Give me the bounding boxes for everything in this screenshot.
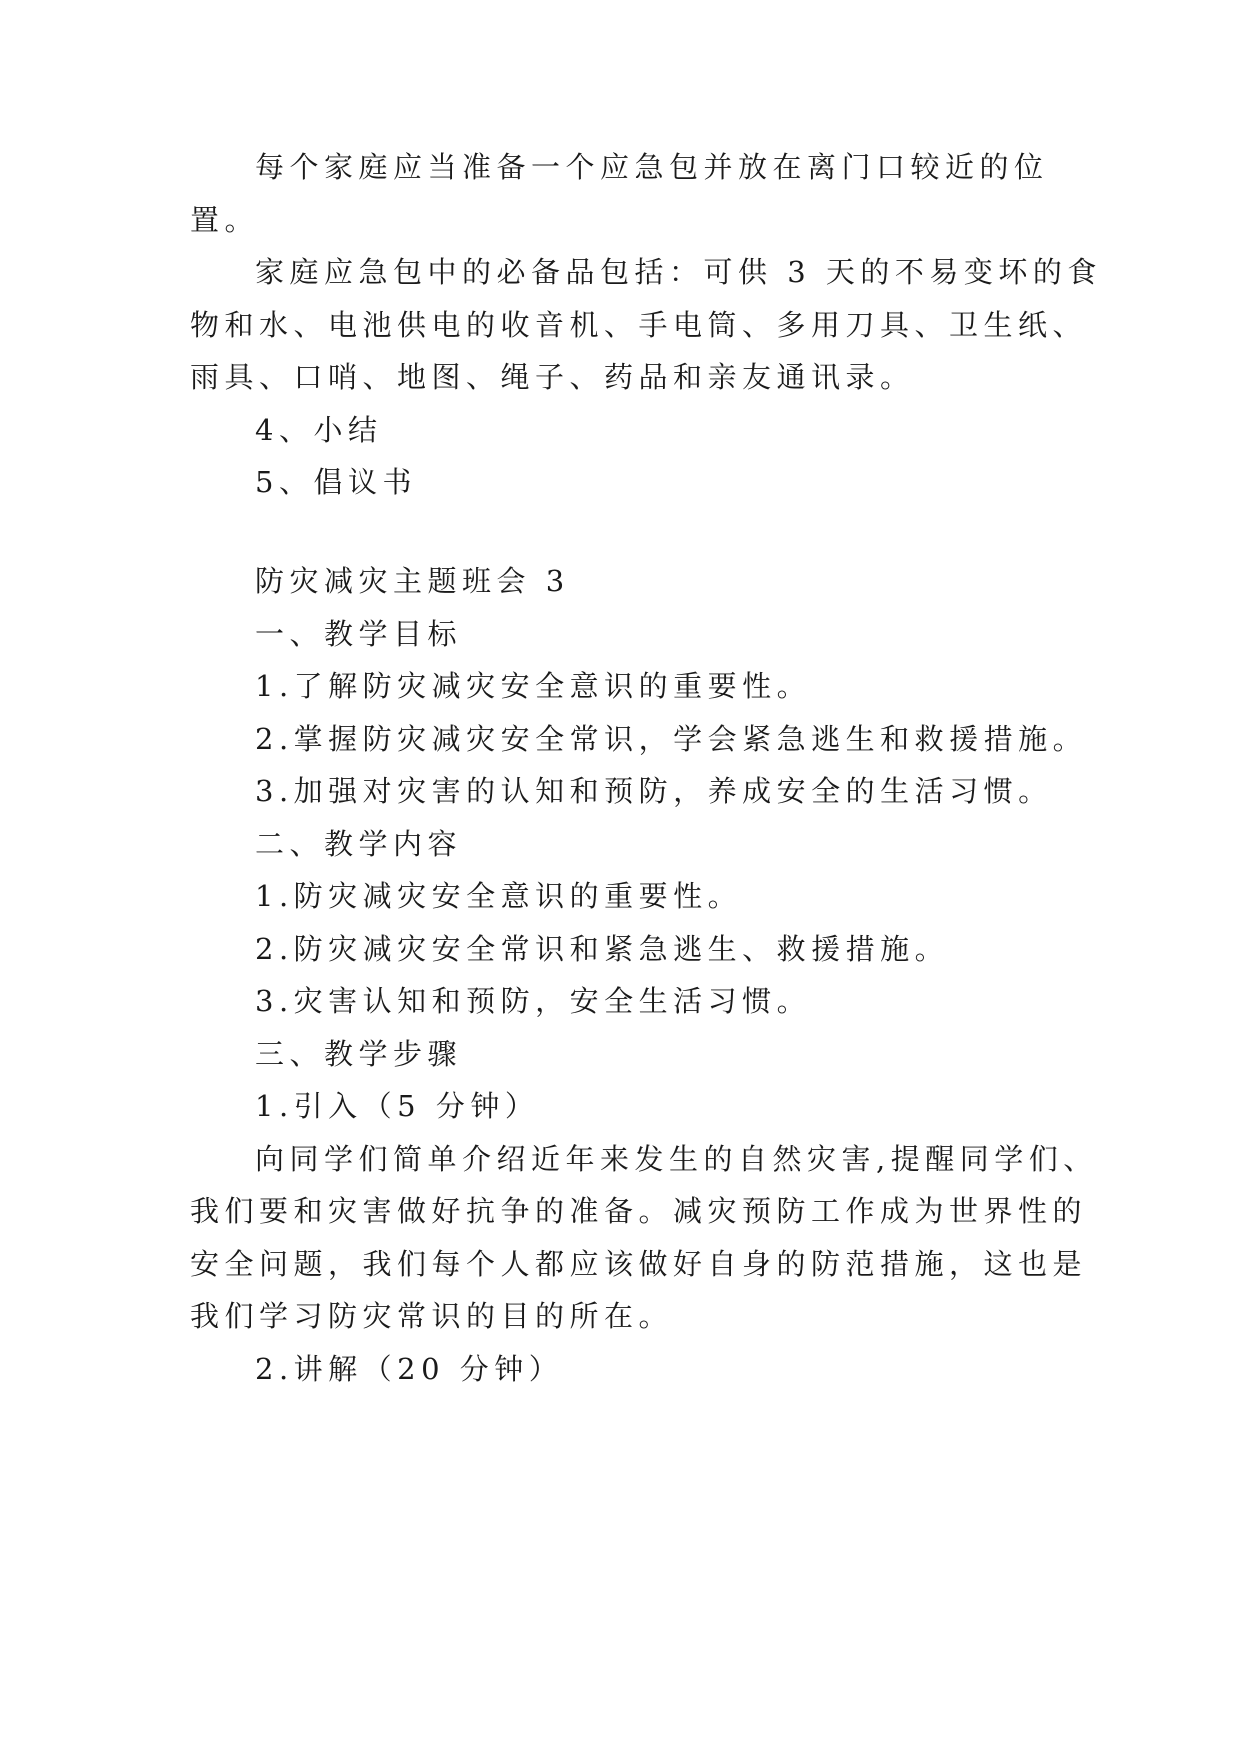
- paragraph-line: 5、倡议书: [255, 465, 417, 499]
- list-item: 2.防灾减灾安全常识和紧急逃生、救援措施。: [255, 932, 950, 966]
- heading-line: 二、教学内容: [255, 827, 463, 861]
- list-item: 3.灾害认知和预防，安全生活习惯。: [255, 984, 812, 1018]
- list-item: 2.讲解（20 分钟）: [255, 1352, 564, 1386]
- heading-line: 三、教学步骤: [255, 1037, 463, 1071]
- paragraph-line: 我们要和灾害做好抗争的准备。减灾预防工作成为世界性的: [190, 1194, 1088, 1228]
- paragraph-line: 每个家庭应当准备一个应急包并放在离门口较近的位: [255, 150, 1049, 184]
- paragraph-line: 安全问题，我们每个人都应该做好自身的防范措施，这也是: [190, 1247, 1088, 1281]
- paragraph-line: 物和水、电池供电的收音机、手电筒、多用刀具、卫生纸、: [190, 308, 1088, 342]
- section-title: 防灾减灾主题班会 3: [255, 564, 570, 598]
- list-item: 1.防灾减灾安全意识的重要性。: [255, 879, 743, 913]
- heading-line: 一、教学目标: [255, 617, 463, 651]
- paragraph-line: 雨具、口哨、地图、绳子、药品和亲友通讯录。: [190, 360, 915, 394]
- paragraph-line: 家庭应急包中的必备品包括：可供 3 天的不易变坏的食: [255, 255, 1102, 289]
- paragraph-line: 置。: [190, 203, 260, 237]
- paragraph-line: 向同学们简单介绍近年来发生的自然灾害,提醒同学们、: [255, 1142, 1098, 1176]
- list-item: 3.加强对灾害的认知和预防，养成安全的生活习惯。: [255, 774, 1053, 808]
- list-item: 2.掌握防灾减灾安全常识，学会紧急逃生和救援措施。: [255, 722, 1088, 756]
- paragraph-line: 我们学习防灾常识的目的所在。: [190, 1299, 674, 1333]
- paragraph-line: 4、小结: [255, 413, 383, 447]
- list-item: 1.了解防灾减灾安全意识的重要性。: [255, 669, 812, 703]
- list-item: 1.引入（5 分钟）: [255, 1089, 540, 1123]
